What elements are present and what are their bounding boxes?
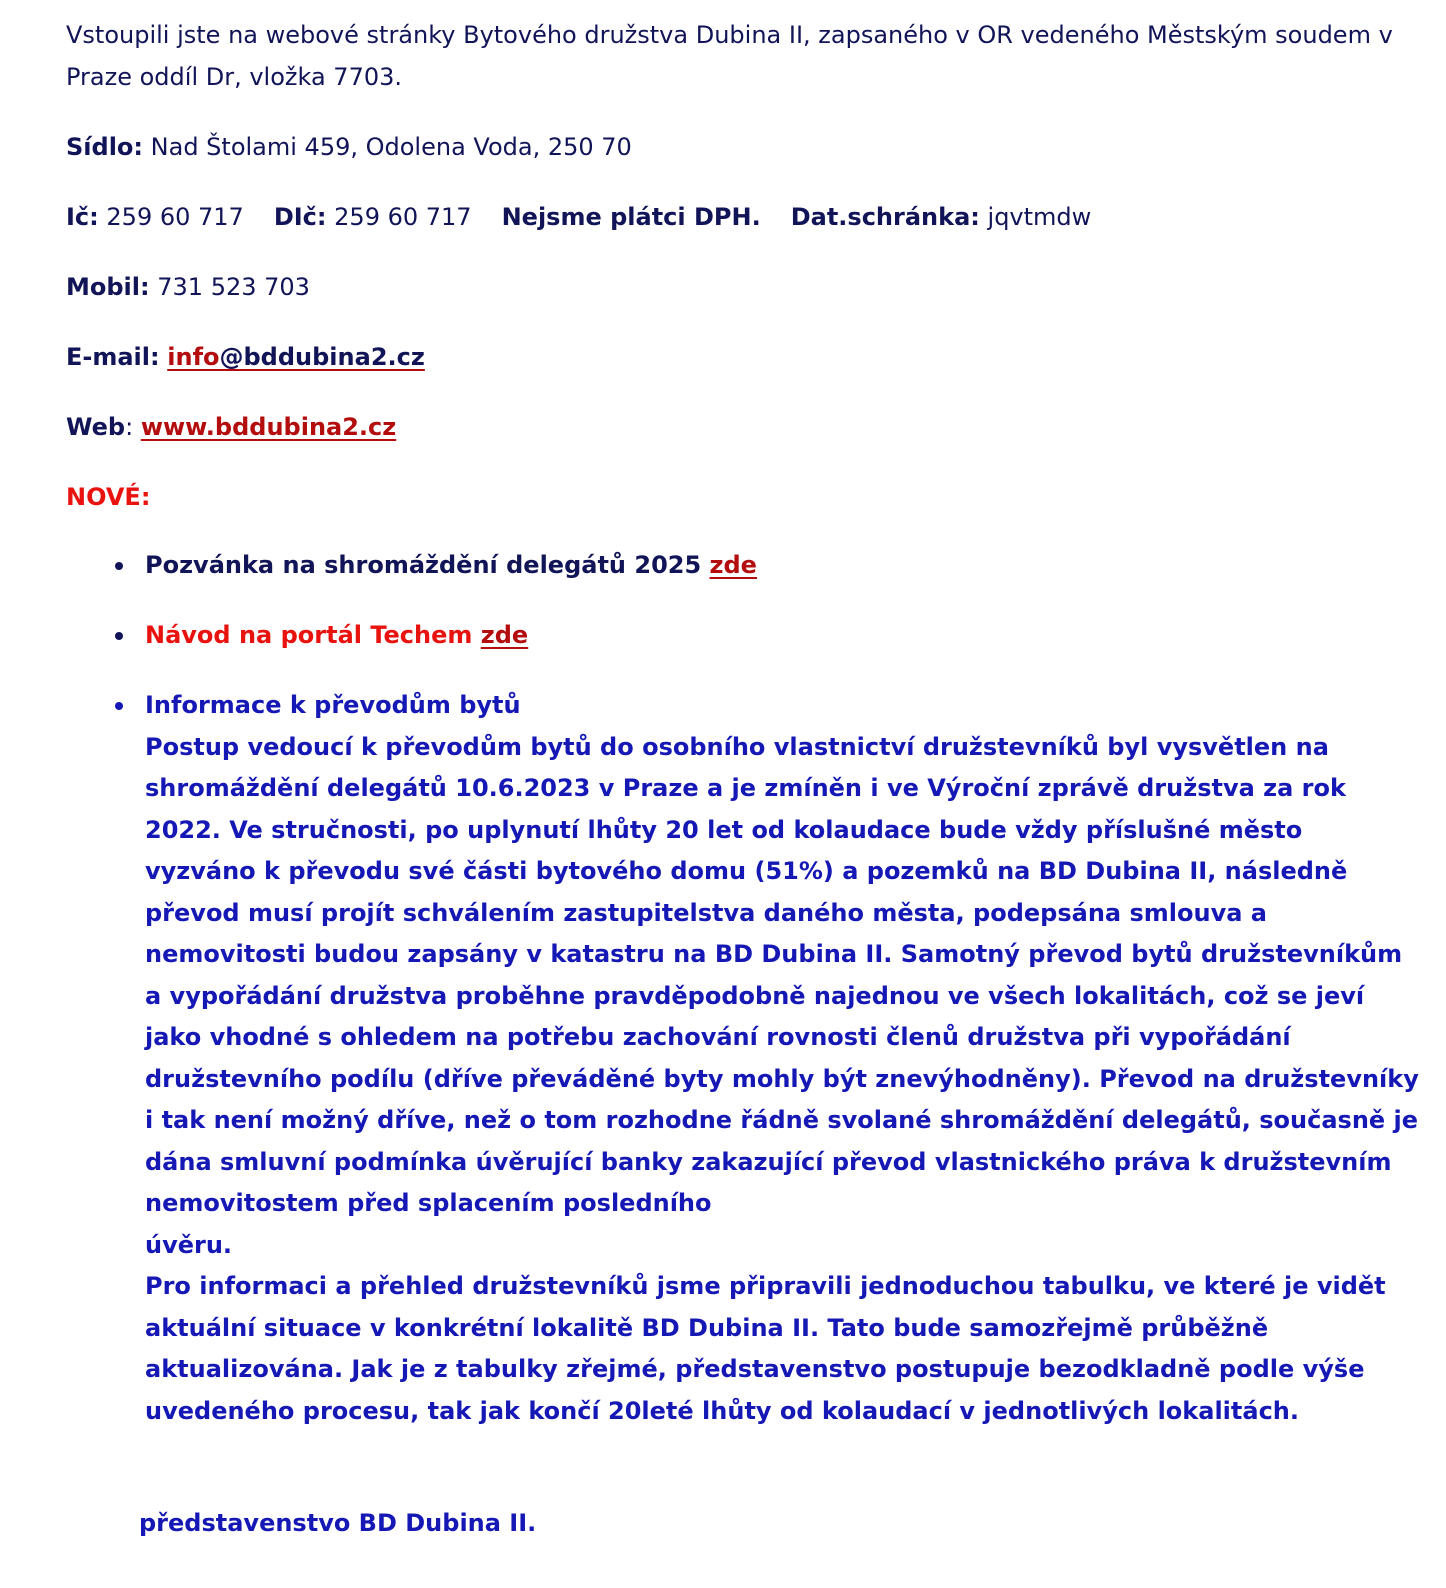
list-item-transfers [66, 685, 1436, 1432]
list-item-invitation [66, 545, 757, 587]
ic-label: Ič: [66, 203, 99, 231]
email-link-user: info [167, 343, 220, 371]
sidlo-value: Nad Štolami 459, Odolena Voda, 250 70 [150, 133, 632, 161]
transfers-paragraph-1: Postup vedoucí k převodům bytů do osobního vlastnictví družstevníků byl vysvětlen na shromáždění delegátů 10.6.2023 v Praze a je zmíněn i ve Výroční zprávě družstva za rok 2022. Ve stručnosti, po uplynutí lhůty 20 let od kolaudace bude vždy příslušné město vyzváno k převodu své části bytového domu (51%) a pozemků na BD Dubina II, následně převod musí projít schválením zastupitelstva daného města, podepsána smlouva a nemovitosti budou zapsány v katastru na BD Dubina II. Samotný převod bytů družstevníkům a vypořádání družstva proběhne pravděpodobně najednou ve všech lokalitách, což se jeví jako vhodné s ohledem na potřebu zachování rovnosti členů družstva při vypořádání družstevního podílu (dříve převáděné byty mohly být znevýhodněny). Převod na družstevníky i tak není možný dříve, než o tom rozhodne řádně svolané shromáždění delegátů, současně je dána smluvní podmínka úvěrující banky zakazující převod vlastnického práva k družstevním nemovitostem před splacením posledního [145, 732, 1419, 1217]
techem-text: Návod na portál Techem [145, 621, 473, 649]
mobil-label: Mobil: [66, 273, 150, 301]
list-item-techem [66, 615, 528, 657]
schranka-value: jqvtmdw [987, 203, 1092, 231]
mobil-value: 731 523 703 [157, 273, 310, 301]
transfers-paragraph-1-end: úvěru. [145, 1230, 233, 1259]
web-label: Web [66, 413, 126, 441]
schranka-label: Dat.schránka: [790, 203, 980, 231]
email-label: E-mail: [66, 343, 160, 371]
dic-value: 259 60 717 [334, 203, 472, 231]
web-line [66, 406, 396, 448]
web-colon: : [125, 413, 134, 441]
transfers-title: Informace k převodům bytů [145, 691, 521, 719]
intro-text: Vstoupili jste na webové stránky Bytového družstva Dubina II, zapsaného v OR vedeného Městským soudem v Praze oddíl Dr, vložka 7703. [66, 21, 1393, 91]
signature: představenstvo BD Dubina II. [139, 1509, 537, 1537]
ic-value: 259 60 717 [106, 203, 244, 231]
transfers-paragraph-2: Pro informaci a přehled družstevníků jsme připravili jednoduchou tabulku, ve které je vidět aktuální situace v konkrétní lokalitě BD Dubina II. Tato bude samozřejmě průběžně aktualizována. Jak je z tabulky zřejmé, představenstvo postupuje bezodkladně podle výše uvedeného procesu, tak jak končí 20leté lhůty od kolaudací v jednotlivých lokalitách. [145, 1272, 1386, 1425]
invitation-text: Pozvánka na shromáždění delegátů 2025 [145, 551, 702, 579]
address-line [66, 126, 632, 168]
sidlo-label: Sídlo: [66, 133, 144, 161]
dic-label: DIč: [273, 203, 327, 231]
news-heading: NOVÉ: [66, 483, 151, 511]
dph-note: Nejsme plátci DPH. [501, 203, 761, 231]
email-line [66, 336, 425, 378]
techem-link[interactable]: zde [480, 621, 529, 649]
ids-line [66, 196, 1091, 238]
email-link-domain: @bddubina2.cz [219, 343, 425, 371]
invitation-link[interactable]: zde [709, 551, 757, 579]
mobile-line [66, 266, 310, 308]
web-link[interactable]: www.bddubina2.cz [140, 413, 397, 441]
email-link[interactable] [167, 343, 425, 371]
